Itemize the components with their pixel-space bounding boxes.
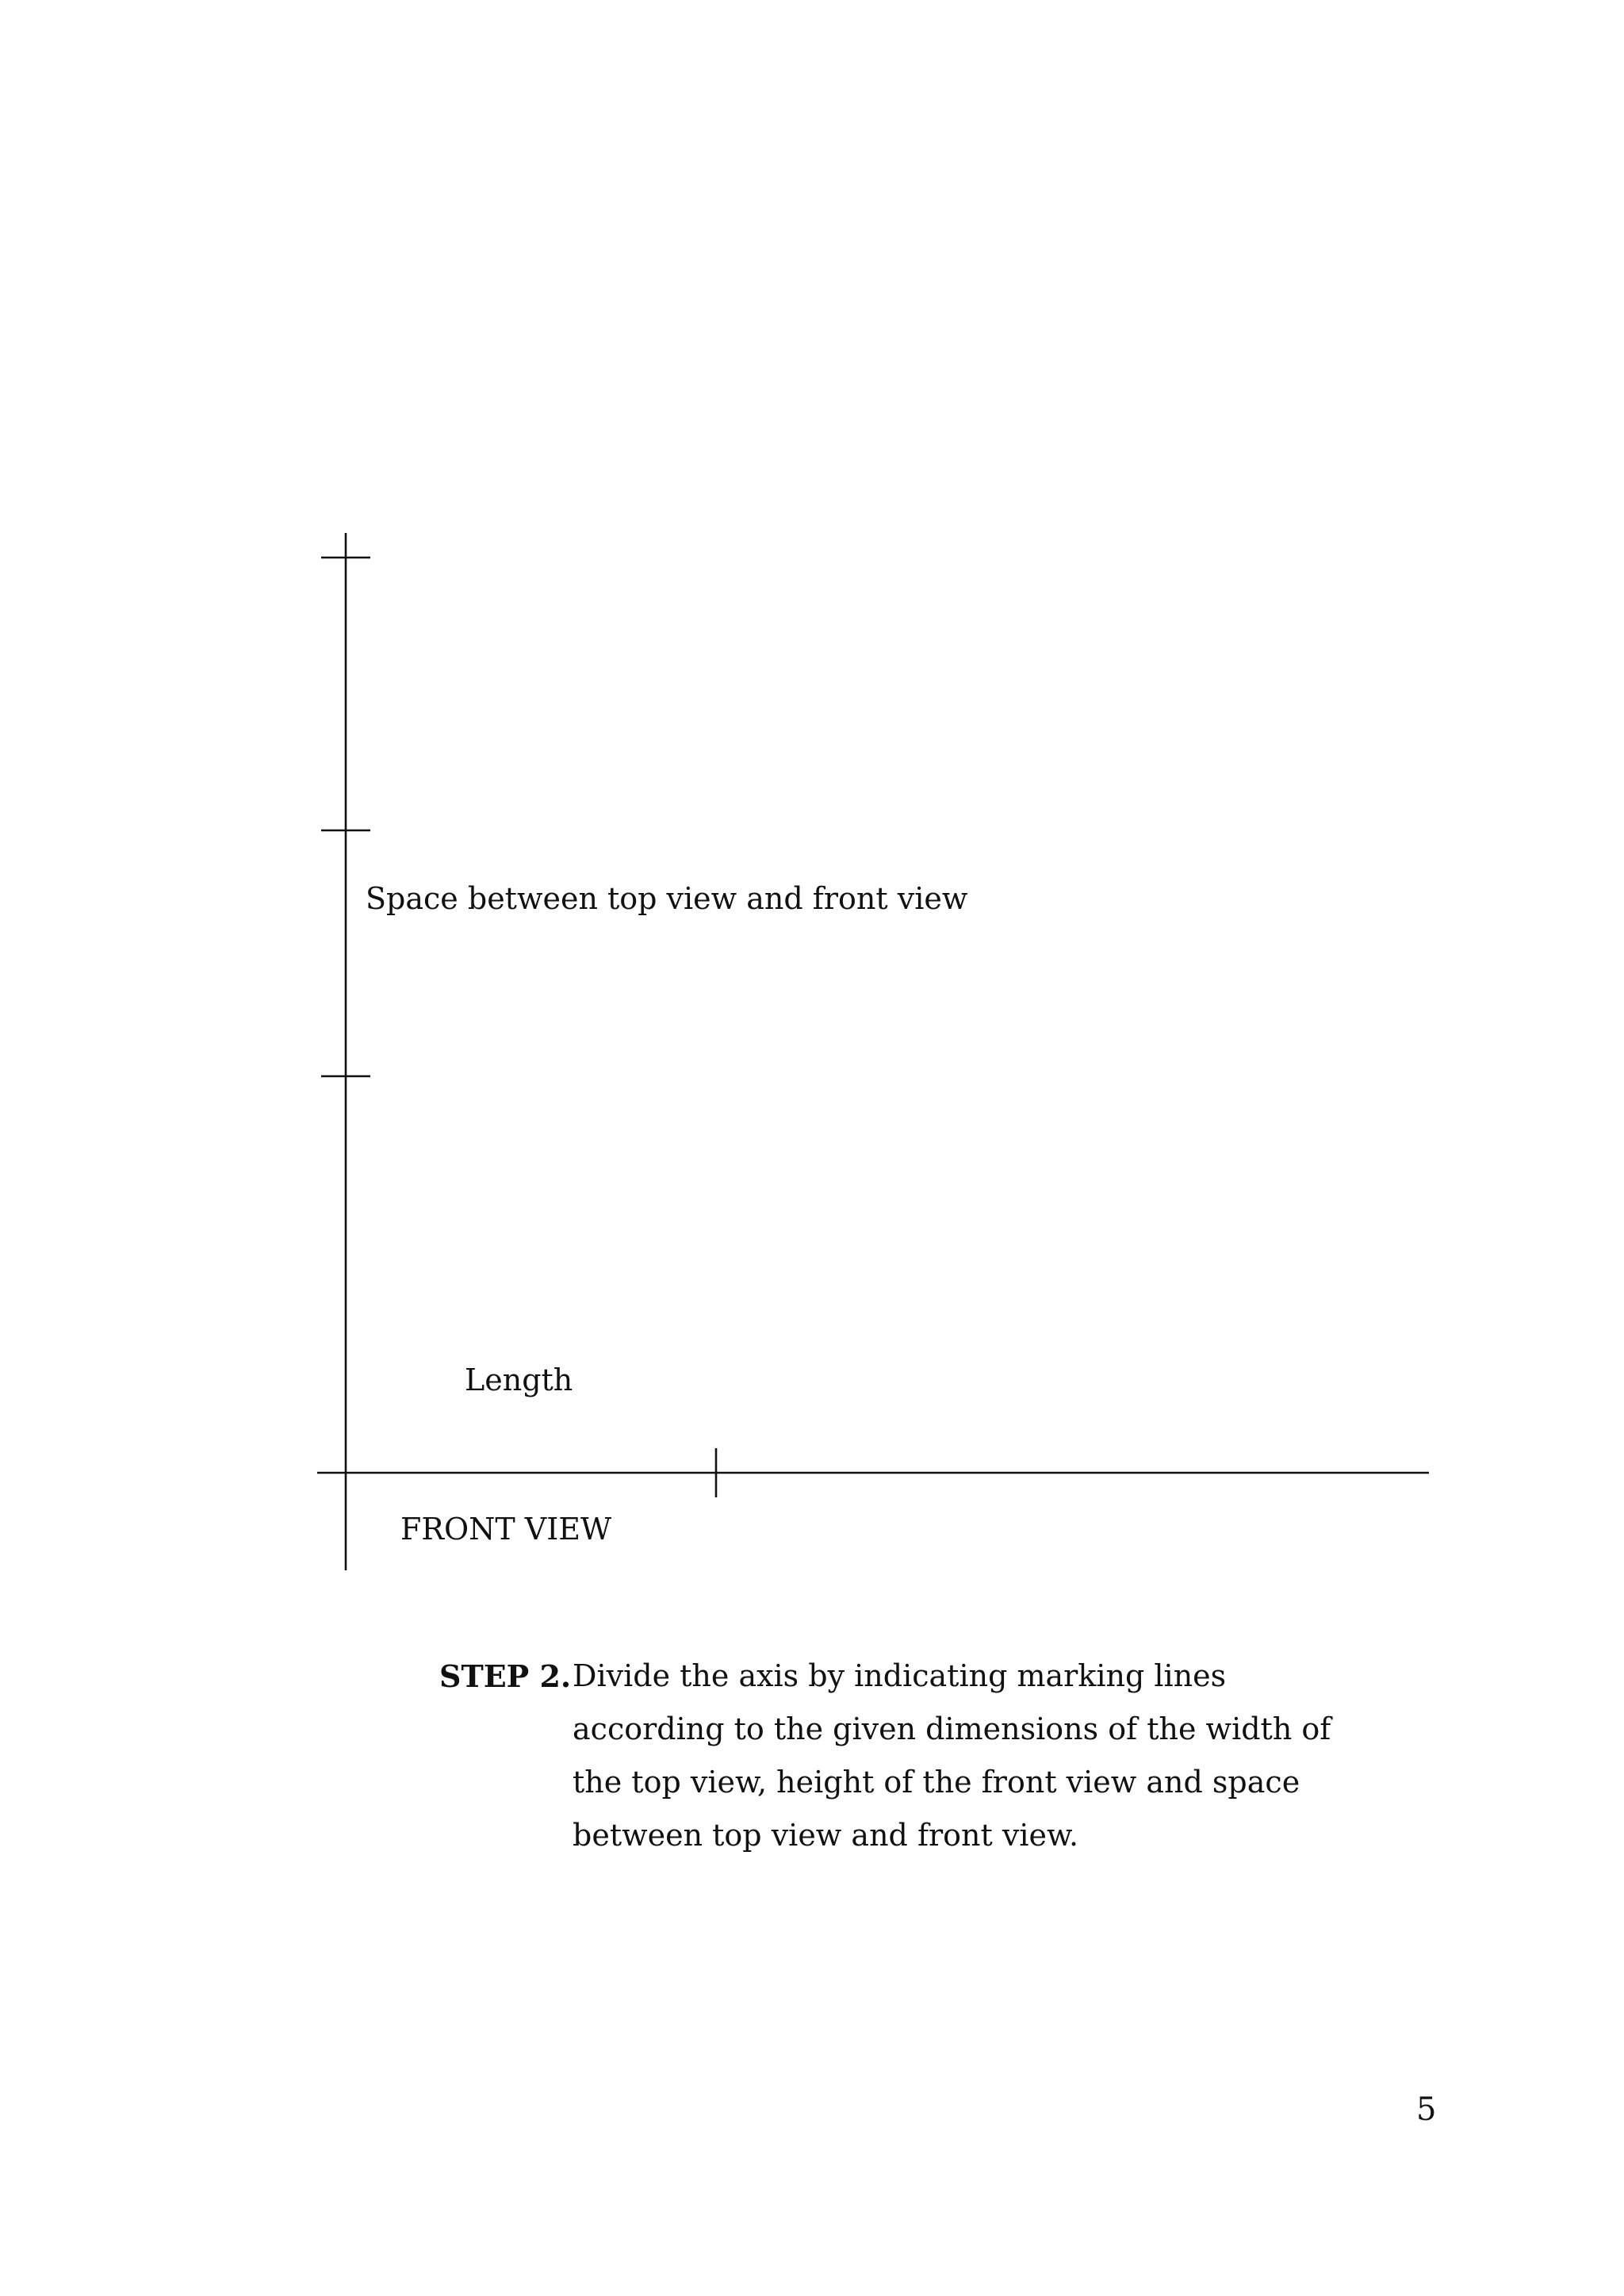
length-label: Length — [465, 1363, 573, 1397]
step-text-line: the top view, height of the front view and space — [573, 1765, 1300, 1800]
page-number: 5 — [1416, 2091, 1437, 2128]
step-text-line: according to the given dimensions of the width of — [573, 1711, 1331, 1746]
step-text-line: Divide the axis by indicating marking lines — [573, 1658, 1227, 1693]
space-between-views-label: Space between top view and front view — [366, 881, 968, 916]
front-view-label: FRONT VIEW — [400, 1512, 612, 1547]
step-text-line: between top view and front view. — [573, 1818, 1079, 1853]
step-heading: STEP 2. — [439, 1658, 572, 1694]
